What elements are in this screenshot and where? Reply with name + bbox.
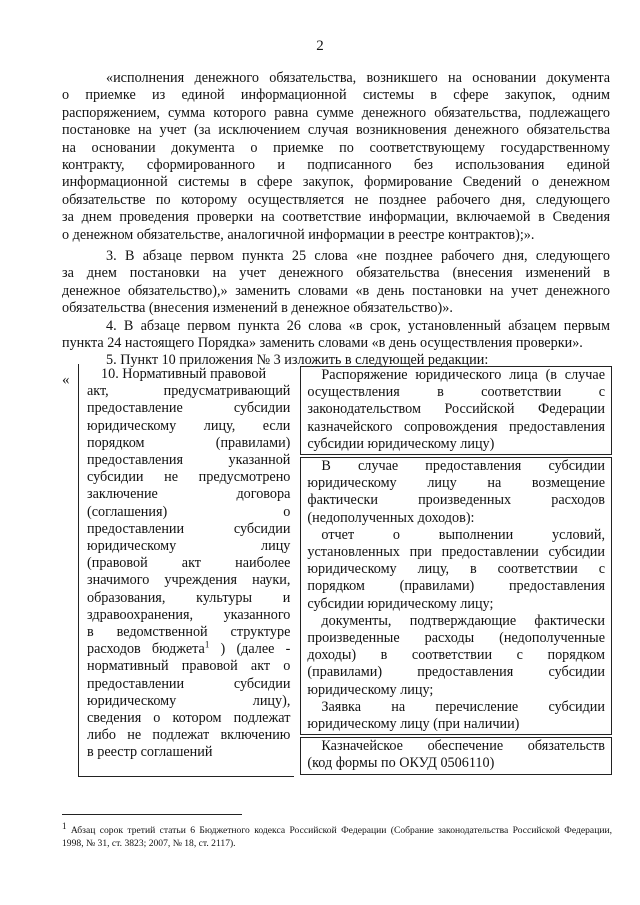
text-line: порядком (правилами)	[87, 434, 291, 451]
text-line: в ведомственной структуре	[87, 624, 291, 641]
text-line: В случае предоставления субсидии	[321, 458, 605, 475]
text-line: нормативный правовой акт о	[87, 658, 291, 675]
text-line: Казначейское обеспечение обязательств	[321, 738, 605, 755]
text-line: значимого учреждения науки,	[87, 572, 291, 589]
text-line: юридическому лицу, если	[87, 417, 291, 434]
text-line: контракту, сформированного и подписанного без использования единой	[62, 157, 610, 174]
text-line: документы, подтверждающие фактически	[321, 612, 605, 629]
table-row	[79, 364, 613, 777]
table-cell-right	[294, 364, 612, 777]
document-cell-reimbursement	[300, 457, 612, 735]
budget-text-tail: ) (далее -	[220, 641, 291, 658]
text-line: за днем проведения проверки на соответствие информации, включаемой в Сведения	[62, 209, 610, 226]
text-line: заключение договора	[87, 486, 291, 503]
text-line: «исполнения денежного обязательства, возникшего на основании документа	[106, 70, 610, 86]
text-line: в реестр соглашений	[87, 744, 213, 761]
text-line: образования, культуры и	[87, 589, 291, 606]
text-line: юридическому лицу на возмещение	[307, 475, 605, 492]
text-line: обязательстве по которому осуществляется не позднее рабочего дня, следующего	[62, 191, 610, 208]
text-line: субсидии не предусмотрено	[87, 469, 291, 486]
text-line: осуществления в соответствии с	[307, 384, 605, 401]
text-line: за днем постановки на учет денежного обязательства (внесения изменений в	[62, 265, 610, 282]
text-line: акт, предусматривающий	[87, 383, 291, 400]
footnote-marker: 1	[204, 639, 210, 650]
text-line: доходы) в соответствии с порядком	[307, 647, 605, 664]
page-number: 2	[316, 38, 324, 54]
text-line: предоставлении субсидии	[87, 520, 291, 537]
text-line: о приемке из единой информационной системы в сфере закупок, одним	[62, 87, 610, 104]
text-line: казначейского сопровождения предоставления	[307, 418, 605, 435]
text-line: юридическому лицу;	[307, 681, 434, 698]
table-cell-left	[79, 364, 295, 777]
text-line: 3. В абзаце первом пункта 25 слова «не позднее рабочего дня, следующего	[106, 248, 610, 264]
text-line: юридическому лицу (при наличии)	[307, 716, 520, 733]
text-line: произведенные расходы (недополученные	[307, 630, 605, 647]
appendix-table	[78, 364, 612, 777]
paragraph-3	[62, 248, 610, 318]
text-line: предоставлении субсидии	[87, 675, 291, 692]
footnote-line	[62, 820, 612, 837]
text-line: 4. В абзаце первом пункта 26 слова «в срок, установленный абзацем первым	[106, 318, 610, 334]
footnote-marker: 1	[62, 820, 67, 831]
text-line: (правовой акт наиболее	[87, 555, 291, 572]
text-line: (недополученных доходов):	[307, 509, 475, 526]
footnote	[62, 820, 612, 850]
text-line: Заявка на перечисление субсидии	[321, 698, 605, 715]
paragraph-2-continuation	[62, 70, 610, 244]
footnote-separator	[62, 814, 242, 815]
footnote-line: 1998, № 31, ст. 3823; 2007, № 18, ст. 2117).	[62, 838, 236, 849]
text-line	[87, 641, 290, 658]
text-line: (правилами) предоставления субсидии	[307, 664, 605, 681]
text-line: распоряжением, сумма которого равна сумме денежного обязательства, подлежащего	[62, 104, 610, 121]
text-line: законодательством Российской Федерации	[307, 401, 605, 418]
text-line: предоставление субсидии	[87, 400, 291, 417]
text-line: 5. Пункт 10 приложения № 3 изложить в следующей редакции:	[106, 352, 489, 368]
text-line: Распоряжение юридического лица (в случае	[321, 367, 605, 383]
opening-quote: «	[62, 372, 70, 388]
text-line: 10. Нормативный правовой	[101, 366, 267, 382]
text-line: фактически произведенных расходов	[307, 492, 605, 509]
text-line: (соглашения) о	[87, 503, 291, 520]
text-line: юридическому лицу	[87, 538, 291, 555]
text-line: (код формы по ОКУД 0506110)	[307, 755, 495, 772]
text-line: здравоохранения, указанного	[87, 606, 291, 623]
text-line: пункта 24 настоящего Порядка» заменить словами «в день осуществления проверки».	[62, 335, 583, 352]
text-line: либо не подлежат включению	[87, 727, 291, 744]
text-line: отчет о выполнении условий,	[321, 526, 605, 543]
text-line: о денежном обязательстве, аналогичной информации в реестре контрактов);».	[62, 226, 535, 243]
document-cell-treasury	[300, 737, 612, 774]
text-line: субсидии юридическому лицу)	[307, 435, 495, 452]
budget-text: расходов бюджета	[87, 641, 205, 658]
footnote-text: Абзац сорок третий статьи 6 Бюджетного кодекса Российской Федерации (Собрание законодательства Российской Федерации,	[66, 825, 612, 836]
text-line: постановке на учет (за исключением случая возникновения денежного обязательства	[62, 122, 610, 139]
text-line: юридическому лицу),	[87, 692, 291, 709]
text-line: обязательства (внесения изменений в денежное обязательство)».	[62, 300, 453, 317]
text-line: информационной системы в сфере закупок, формирование Сведений о денежном	[62, 174, 610, 191]
text-line: на основании документа о приемке по соответствующему государственному	[62, 139, 610, 156]
paragraph-4	[62, 318, 610, 353]
text-line: порядком (правилами) предоставления	[307, 578, 605, 595]
text-line: юридическому лицу, в соответствии с	[307, 561, 605, 578]
text-line: субсидии юридическому лицу;	[307, 595, 494, 612]
text-line: сведения о котором подлежат	[87, 710, 291, 727]
text-line: денежное обязательство),» заменить словами «в день постановки на учет денежного	[62, 282, 610, 299]
text-line: предоставления указанной	[87, 452, 291, 469]
text-line: установленных при предоставлении субсидии	[307, 544, 605, 561]
document-cell-order	[300, 366, 612, 455]
